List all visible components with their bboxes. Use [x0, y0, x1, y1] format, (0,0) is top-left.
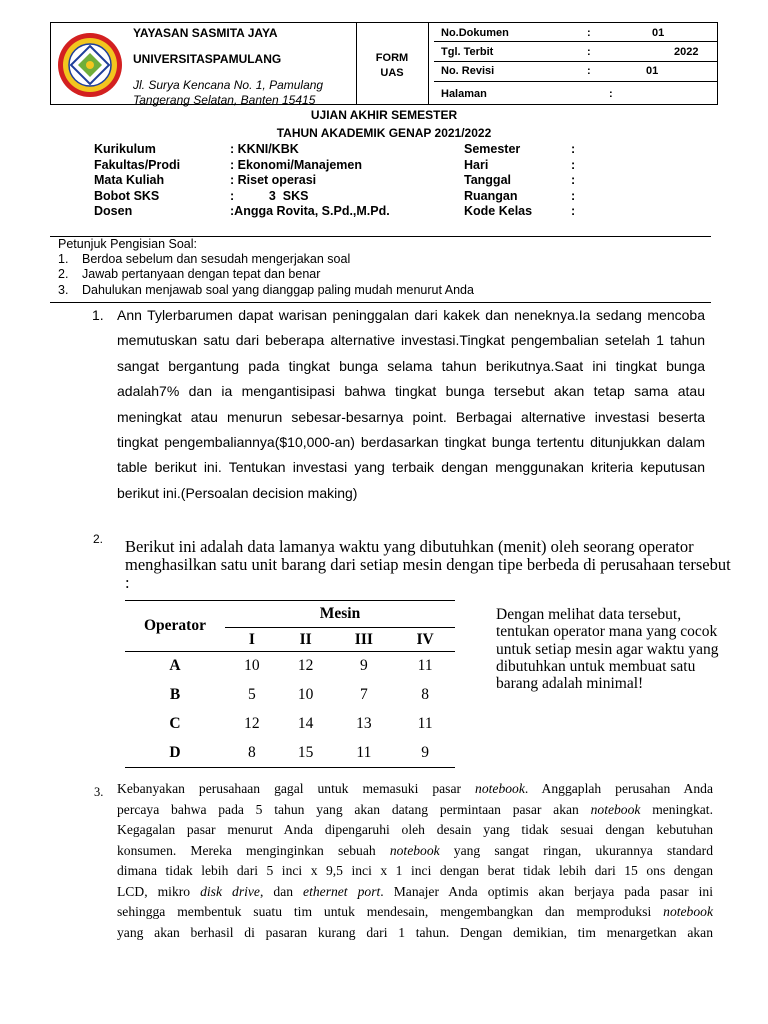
- table-row: C 12 14 13 11: [169, 715, 433, 732]
- question-2-text: Berikut ini adalah data lamanya waktu yang dibutuhkan (menit) oleh seorang operator menghasilkan satu unit barang dari setiap mesin dengan tipe berbeda di perusahaan tersebut :: [125, 537, 731, 592]
- table-row: D 8 15 11 9: [125, 739, 455, 768]
- question-2-instruction: Dengan melihat data tersebut, tentukan operator mana yang cocok untuk setiap mesin agar waktu yang dibutuhkan untuk membuat satu barang adalah minimal!: [496, 606, 719, 693]
- operator-machine-table: Operator Mesin I II III IV A 10 12 9 11 B 5 10 7 8 C 12 14 13 11 D 8 15 11 9: [125, 600, 455, 768]
- academic-year-title: TAHUN AKADEMIK GENAP 2021/2022: [276, 126, 492, 140]
- question-3-text: Kebanyakan perusahaan gagal untuk memasuki pasar notebook. Anggaplah perusahan Anda percaya bahwa pada 5 tahun yang akan datang permintaan pasar akan notebook meningkat. Kegagalan pasar menurut Anda dipengaruhi oleh desain yang tidak sesuai dengan kebutuhan konsumen. Mereka menginginkan sebuah notebook yang sangat ringan, ukurannya standard dimana tidak lebih dari 5 inci x 9,5 inci x 1 inci dengan berat tidak lebih dari 15 ons dengan LCD, mikro disk drive, dan ethernet port. Manajer Anda optimis akan berjaya pada pasar ini sehingga membentuk suatu tim untuk mendesain, mengembangkan dan memproduksi notebook yang akan berhasil di pasaran kurang dari 1 tahun. Dengan demikian, tim menargetkan akan: [117, 781, 714, 940]
- university-name: UNIVERSITASPAMULANG: [133, 52, 282, 66]
- exam-title: UJIAN AKHIR SEMESTER: [310, 108, 458, 122]
- document-header: YAYASAN SASMITA JAYA UNIVERSITASPAMULANG Jl. Surya Kencana No. 1, Pamulang Tangerang Selatan, Banten 15415 FORM UAS No.Dokumen : 01 Tgl. Terbit : 2022 No. Revisi : 01 Halaman :: [50, 22, 718, 105]
- organization-name: YAYASAN SASMITA JAYA: [133, 26, 278, 40]
- table-row: B 5 10 7 8: [169, 686, 429, 703]
- table-row: A 10 12 9 11: [169, 657, 433, 675]
- form-label: FORM UAS: [375, 52, 409, 79]
- address: Jl. Surya Kencana No. 1, Pamulang Tangerang Selatan, Banten 15415: [133, 78, 324, 107]
- question-3-number: 3.: [94, 785, 104, 799]
- question-2-number: 2.: [93, 532, 104, 546]
- question-1-text: Ann Tylerbarumen dapat warisan peninggalan dari kakek dan neneknya.Ia sedang mencoba memutuskan satu dari beberapa alternative investasi.Tingkat pengembalian setelah 1 tahun sangat bergantung pada tingkat bunga selama tahun berikutnya.Saat ini tingkat bunga adalah7% dan ia mengantisipasi bahwa tingkat bunga tersebut akan tetap sama atau meningkat atau menurun sebesar-besarnya point. Berbagai alternative investasi beserta tingkat pengembaliannya($10,000-an) berdasarkan tingkat bunga tertentu ditunjukkan dalam table berikut ini. Tentukan investasi yang terbaik dengan menggunakan kriteria keputusan berikut ini.(Persoalan decision making): [117, 307, 705, 501]
- university-logo: [56, 31, 124, 99]
